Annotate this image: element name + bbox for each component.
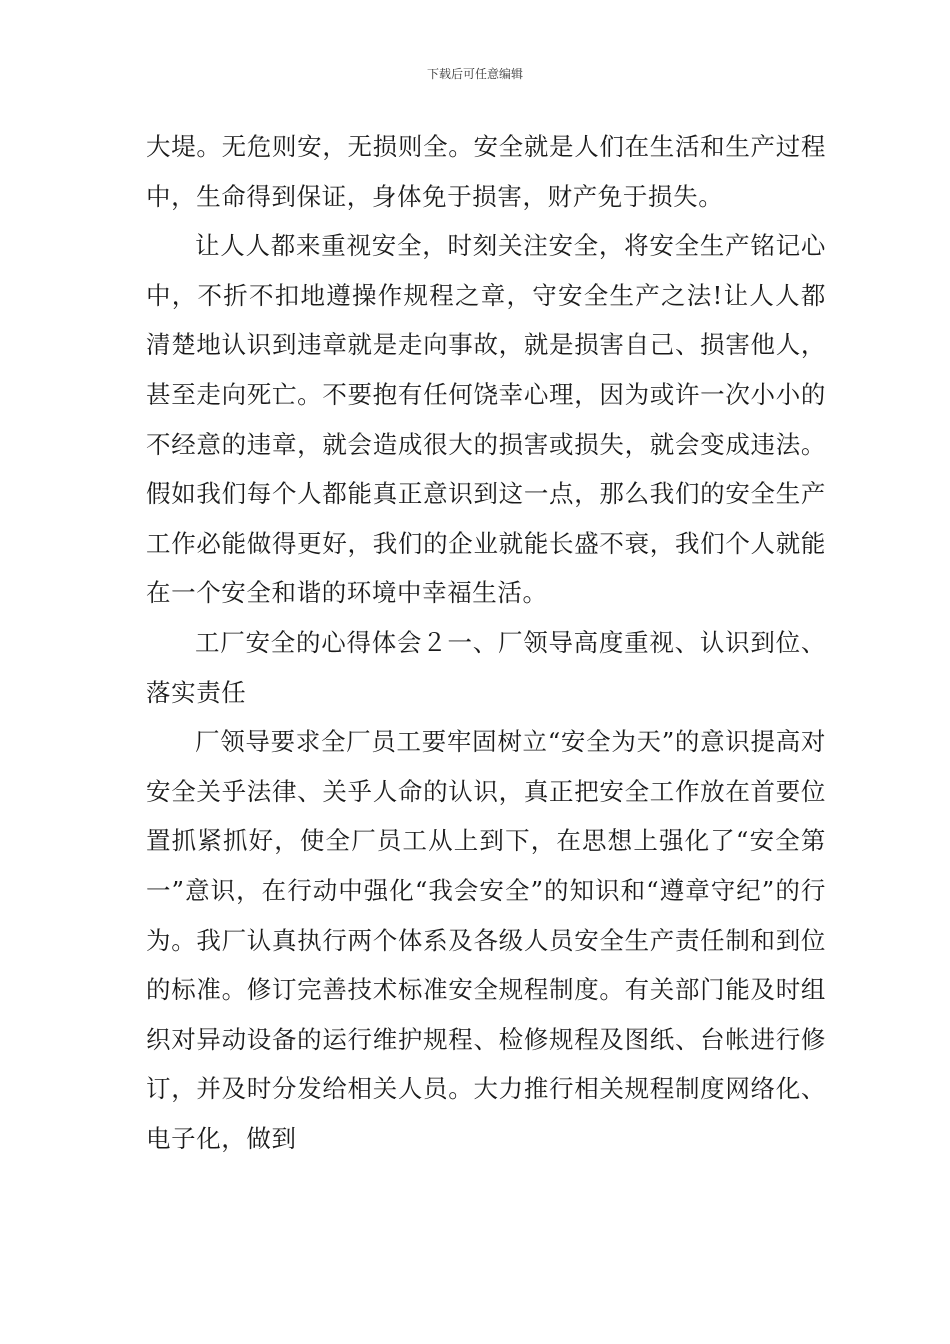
document-body [146, 122, 826, 1163]
paragraph-1: 大堤。无危则安，无损则全。安全就是人们在生活和生产过程中，生命得到保证，身体免于损害，财产免于损失。 [146, 132, 826, 211]
page-header-note: 下载后可任意编辑 [426, 67, 523, 81]
paragraph-3: 工厂安全的心得体会２一、厂领导高度重视、认识到位、落实责任 [146, 627, 826, 707]
paragraph-2: 让人人都来重视安全，时刻关注安全，将安全生产铭记心中，不折不扣地遵操作规程之章，守安全生产之法!让人人都清楚地认识到违章就是走向事故，就是损害自己、损害他人，甚至走向死亡。不要抱有任何饶幸心理，因为或许一次小小的不经意的违章，就会造成很大的损害或损失，就会变成违法。假如我们每个人都能真正意识到这一点，那么我们的安全生产工作必能做得更好，我们的企业就能长盛不衰，我们个人就能在一个安全和谐的环境中幸福生活。 [146, 231, 826, 608]
paragraph-4: 厂领导要求全厂员工要牢固树立“安全为天”的意识提高对安全关乎法律、关乎人命的认识，真正把安全工作放在首要位置抓紧抓好，使全厂员工从上到下，在思想上强化了“安全第一”意识，在行动中强化“我会安全”的知识和“遵章守纪”的行为。我厂认真执行两个体系及各级人员安全生产责任制和到位的标准。修订完善技术标准安全规程制度。有关部门能及时组织对异动设备的运行维护规程、检修规程及图纸、台帐进行修订，并及时分发给相关人员。大力推行相关规程制度网络化、电子化，做到 [146, 727, 826, 1153]
